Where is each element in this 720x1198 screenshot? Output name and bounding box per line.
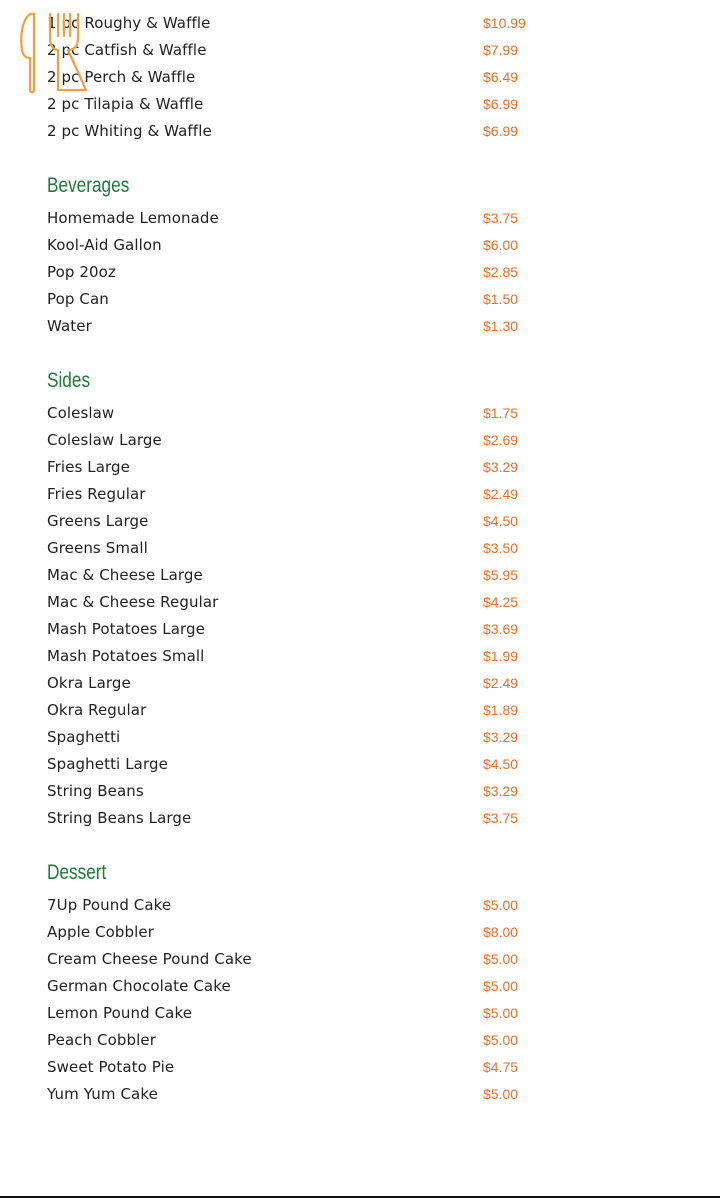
menu-item-name: Mac & Cheese Large [47,566,203,584]
fork-knife-icon [16,10,90,96]
menu-item-name: String Beans Large [47,809,192,827]
menu-item[interactable] [47,727,647,754]
menu-item[interactable] [47,646,647,673]
menu-item-price: $4.25 [483,594,519,610]
menu-item[interactable] [47,949,647,976]
menu-item-name: Cream Cheese Pound Cake [47,950,252,968]
section-title-sides: Sides [47,369,91,392]
menu-item-name: Okra Large [47,674,131,692]
menu-item-price: $7.99 [483,42,519,58]
menu-item-price: $8.00 [483,924,519,940]
menu-item[interactable] [47,538,647,565]
menu-item[interactable] [47,457,647,484]
menu-item[interactable] [47,895,647,922]
menu-item-name: Fries Large [47,458,130,476]
menu-item-name: Greens Small [47,539,148,557]
menu-item-price: $5.00 [483,1005,519,1021]
menu-item-name: Pop Can [47,290,109,308]
menu-item[interactable] [47,922,647,949]
menu-item-price: $3.29 [483,729,519,745]
menu-item[interactable] [47,430,647,457]
menu-item-name: Homemade Lemonade [47,209,219,227]
menu-item[interactable] [47,781,647,808]
menu-item-name: Peach Cobbler [47,1031,157,1049]
menu-item-price: $3.29 [483,459,519,475]
menu-item-price: $1.89 [483,702,519,718]
menu-item-name: 2 pc Whiting & Waffle [47,122,212,140]
menu-item[interactable] [47,1057,647,1084]
menu-item-name: Coleslaw Large [47,431,162,449]
menu-item-price: $3.29 [483,783,519,799]
menu-item-price: $5.00 [483,897,519,913]
menu-item-name: Spaghetti Large [47,755,168,773]
menu-item[interactable] [47,619,647,646]
section-title-dessert: Dessert [47,861,107,884]
menu-item-name: 2 pc Catfish & Waffle [47,41,207,59]
menu-item-name: 7Up Pound Cake [47,896,172,914]
menu-item[interactable] [47,316,647,343]
menu-item-price: $5.00 [483,1032,519,1048]
menu-item[interactable] [47,208,647,235]
menu-item-price: $2.85 [483,264,519,280]
menu-item-price: $4.50 [483,513,519,529]
menu-item-price: $5.00 [483,1086,519,1102]
menu-item-name: Sweet Potato Pie [47,1058,175,1076]
menu-item-price: $5.00 [483,978,519,994]
menu-item-name: Mash Potatoes Small [47,647,205,665]
menu-item-name: Lemon Pound Cake [47,1004,193,1022]
menu-item-name: 1 pc Roughy & Waffle [47,14,211,32]
menu-item[interactable] [47,808,647,835]
menu-item-price: $6.99 [483,123,519,139]
menu-item-name: Mac & Cheese Regular [47,593,219,611]
menu-item-price: $4.75 [483,1059,519,1075]
menu-item-name: Fries Regular [47,485,146,503]
menu-item[interactable] [47,13,647,40]
menu-item[interactable] [47,235,647,262]
menu-item-name: Mash Potatoes Large [47,620,205,638]
menu-item-price: $6.00 [483,237,519,253]
menu-item-name: Kool-Aid Gallon [47,236,162,254]
menu-item-price: $2.69 [483,432,519,448]
menu-item-name: Okra Regular [47,701,147,719]
menu-item[interactable] [47,511,647,538]
menu-item-name: 2 pc Perch & Waffle [47,68,196,86]
menu-item-price: $1.30 [483,318,519,334]
menu-item[interactable] [47,94,647,121]
menu-item[interactable] [47,592,647,619]
menu-item-price: $1.50 [483,291,519,307]
menu-item-price: $10.99 [483,15,526,31]
menu-item-name: 2 pc Tilapia & Waffle [47,95,204,113]
menu-item-name: Pop 20oz [47,263,116,281]
menu-item-price: $3.75 [483,210,519,226]
menu-item[interactable] [47,976,647,1003]
menu-item[interactable] [47,403,647,430]
menu-item[interactable] [47,1084,647,1111]
menu-item-price: $6.99 [483,96,519,112]
menu-item-price: $1.99 [483,648,519,664]
menu-item-name: Yum Yum Cake [47,1085,158,1103]
menu-item-name: Water [47,317,92,335]
menu-item-price: $2.49 [483,486,519,502]
menu-item-price: $5.00 [483,951,519,967]
menu-item[interactable] [47,700,647,727]
menu-item[interactable] [47,67,647,94]
menu-item[interactable] [47,484,647,511]
menu-item-name: German Chocolate Cake [47,977,231,995]
section-title-beverages: Beverages [47,174,130,197]
menu-item-name: String Beans [47,782,144,800]
menu-item-name: Greens Large [47,512,149,530]
menu-item[interactable] [47,289,647,316]
menu-item[interactable] [47,1030,647,1057]
menu-item[interactable] [47,673,647,700]
menu-item-name: Apple Cobbler [47,923,155,941]
menu-item-price: $3.69 [483,621,519,637]
menu-item[interactable] [47,565,647,592]
menu-item-price: $2.49 [483,675,519,691]
menu-item-price: $3.75 [483,810,519,826]
menu-item-price: $5.95 [483,567,519,583]
menu-item[interactable] [47,1003,647,1030]
menu-item-price: $3.50 [483,540,519,556]
menu-item-name: Spaghetti [47,728,121,746]
menu-item-price: $1.75 [483,405,519,421]
menu-item-price: $6.49 [483,69,519,85]
menu-item[interactable] [47,40,647,67]
menu-item[interactable] [47,754,647,781]
menu-item[interactable] [47,262,647,289]
menu-item-name: Coleslaw [47,404,115,422]
menu-item[interactable] [47,121,647,148]
menu-item-price: $4.50 [483,756,519,772]
